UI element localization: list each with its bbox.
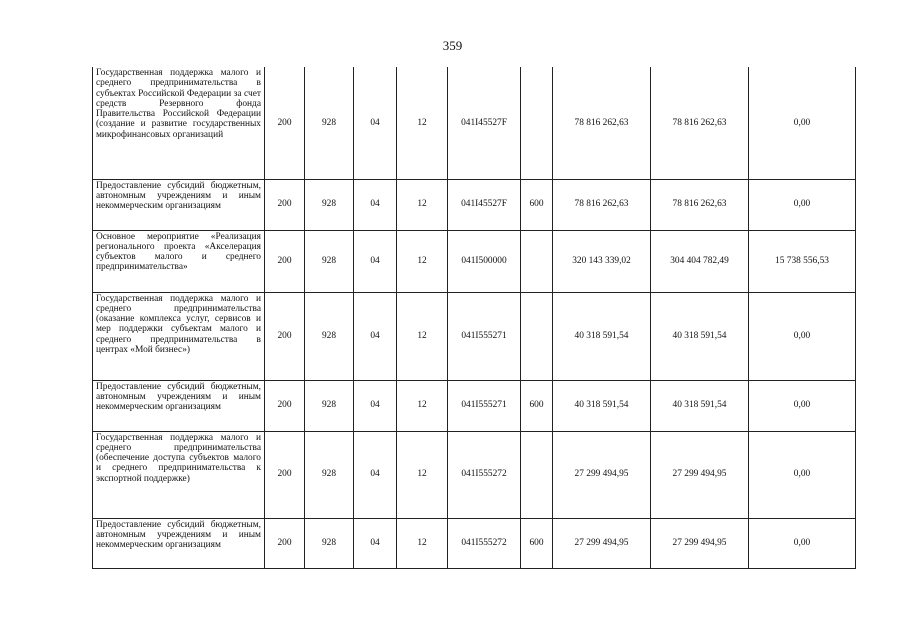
table-row bbox=[93, 179, 856, 230]
amount-remaining-cell: 15 738 556,53 bbox=[749, 230, 856, 292]
budget-table bbox=[92, 67, 856, 569]
amount-remaining-cell: 0,00 bbox=[749, 67, 856, 179]
target-article-cell: 041I555272 bbox=[448, 431, 521, 518]
subsection-code-cell: 12 bbox=[397, 292, 448, 380]
section-code-cell: 04 bbox=[354, 380, 397, 431]
subsection-code-cell: 12 bbox=[397, 431, 448, 518]
target-article-cell: 041I555271 bbox=[448, 380, 521, 431]
admin-code-cell: 200 bbox=[265, 380, 305, 431]
expense-type-cell bbox=[521, 292, 553, 380]
amount-executed-cell: 40 318 591,54 bbox=[651, 292, 749, 380]
section-code-cell: 04 bbox=[354, 230, 397, 292]
amount-remaining-cell: 0,00 bbox=[749, 518, 856, 568]
table-row bbox=[93, 518, 856, 568]
table-row bbox=[93, 292, 856, 380]
expense-name-cell: Государственная поддержка малого и среднего предпринимательства (оказание комплекса услуг, сервисов и мер поддержки субъектам малого и среднего предпринимательства в центрах «Мой бизнес») bbox=[93, 292, 265, 380]
amount-executed-cell: 304 404 782,49 bbox=[651, 230, 749, 292]
grbs-code-cell: 928 bbox=[305, 179, 354, 230]
grbs-code-cell: 928 bbox=[305, 230, 354, 292]
subsection-code-cell: 12 bbox=[397, 518, 448, 568]
expense-name-cell: Предоставление субсидий бюджетным, автономным учреждениям и иным некоммерческим организациям bbox=[93, 380, 265, 431]
target-article-cell: 041I45527F bbox=[448, 179, 521, 230]
subsection-code-cell: 12 bbox=[397, 380, 448, 431]
admin-code-cell: 200 bbox=[265, 518, 305, 568]
page-number: 359 bbox=[442, 38, 463, 53]
amount-remaining-cell: 0,00 bbox=[749, 179, 856, 230]
section-code-cell: 04 bbox=[354, 292, 397, 380]
section-code-cell: 04 bbox=[354, 67, 397, 179]
amount-total-cell: 27 299 494,95 bbox=[553, 431, 651, 518]
amount-total-cell: 27 299 494,95 bbox=[553, 518, 651, 568]
subsection-code-cell: 12 bbox=[397, 230, 448, 292]
section-code-cell: 04 bbox=[354, 431, 397, 518]
table-row bbox=[93, 380, 856, 431]
admin-code-cell: 200 bbox=[265, 431, 305, 518]
grbs-code-cell: 928 bbox=[305, 380, 354, 431]
admin-code-cell: 200 bbox=[265, 230, 305, 292]
table-row bbox=[93, 230, 856, 292]
expense-type-cell: 600 bbox=[521, 518, 553, 568]
expense-type-cell: 600 bbox=[521, 380, 553, 431]
table-row bbox=[93, 67, 856, 179]
amount-remaining-cell: 0,00 bbox=[749, 292, 856, 380]
amount-remaining-cell: 0,00 bbox=[749, 380, 856, 431]
grbs-code-cell: 928 bbox=[305, 518, 354, 568]
amount-remaining-cell: 0,00 bbox=[749, 431, 856, 518]
expense-name-cell: Государственная поддержка малого и среднего предпринимательства (обеспечение доступа субъектов малого и среднего предпринимательства к экспортной поддержке) bbox=[93, 431, 265, 518]
amount-executed-cell: 27 299 494,95 bbox=[651, 431, 749, 518]
expense-type-cell: 600 bbox=[521, 179, 553, 230]
target-article-cell: 041I500000 bbox=[448, 230, 521, 292]
amount-executed-cell: 78 816 262,63 bbox=[651, 67, 749, 179]
table-row bbox=[93, 431, 856, 518]
grbs-code-cell: 928 bbox=[305, 292, 354, 380]
target-article-cell: 041I555272 bbox=[448, 518, 521, 568]
admin-code-cell: 200 bbox=[265, 292, 305, 380]
amount-total-cell: 78 816 262,63 bbox=[553, 179, 651, 230]
expense-name-cell: Предоставление субсидий бюджетным, автономным учреждениям и иным некоммерческим организациям bbox=[93, 518, 265, 568]
amount-executed-cell: 27 299 494,95 bbox=[651, 518, 749, 568]
grbs-code-cell: 928 bbox=[305, 67, 354, 179]
expense-name-cell: Основное мероприятие «Реализация регионального проекта «Акселерация субъектов малого и среднего предпринимательства» bbox=[93, 230, 265, 292]
budget-table-body bbox=[93, 67, 856, 568]
section-code-cell: 04 bbox=[354, 518, 397, 568]
admin-code-cell: 200 bbox=[265, 67, 305, 179]
target-article-cell: 041I45527F bbox=[448, 67, 521, 179]
expense-type-cell bbox=[521, 67, 553, 179]
expense-type-cell bbox=[521, 230, 553, 292]
expense-name-cell: Предоставление субсидий бюджетным, автономным учреждениям и иным некоммерческим организациям bbox=[93, 179, 265, 230]
section-code-cell: 04 bbox=[354, 179, 397, 230]
subsection-code-cell: 12 bbox=[397, 179, 448, 230]
amount-total-cell: 78 816 262,63 bbox=[553, 67, 651, 179]
amount-total-cell: 320 143 339,02 bbox=[553, 230, 651, 292]
expense-type-cell bbox=[521, 431, 553, 518]
grbs-code-cell: 928 bbox=[305, 431, 354, 518]
target-article-cell: 041I555271 bbox=[448, 292, 521, 380]
amount-total-cell: 40 318 591,54 bbox=[553, 380, 651, 431]
amount-executed-cell: 40 318 591,54 bbox=[651, 380, 749, 431]
subsection-code-cell: 12 bbox=[397, 67, 448, 179]
admin-code-cell: 200 bbox=[265, 179, 305, 230]
amount-executed-cell: 78 816 262,63 bbox=[651, 179, 749, 230]
amount-total-cell: 40 318 591,54 bbox=[553, 292, 651, 380]
expense-name-cell: Государственная поддержка малого и среднего предпринимательства в субъектах Российской Федерации за счет средств Резервного фонда Правительства Российской Федерации (создание и развитие государственных микрофинансовых организаций bbox=[93, 67, 265, 179]
